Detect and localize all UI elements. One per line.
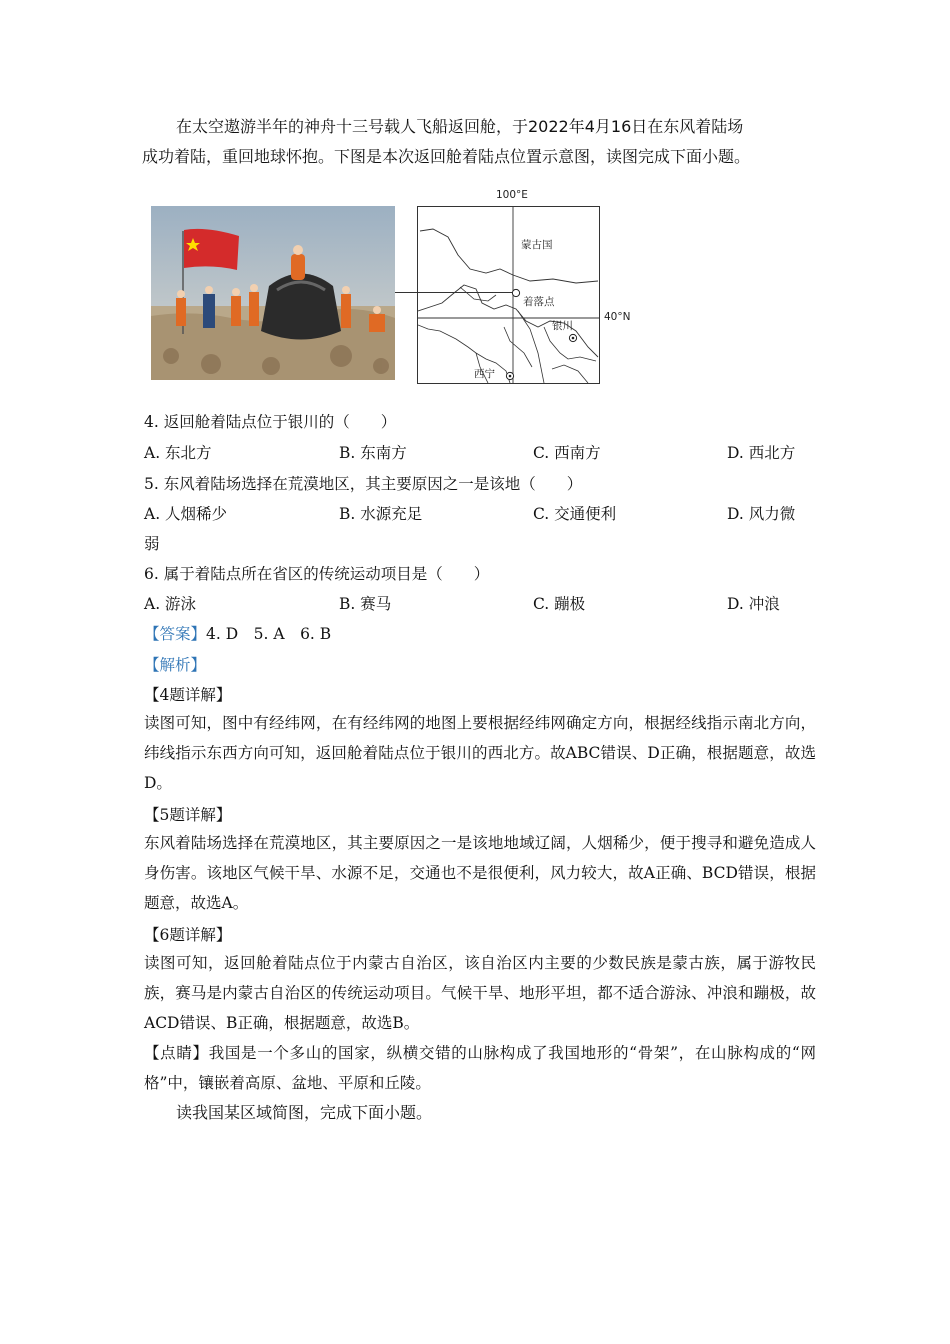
explanation-5-text: 东风着陆场选择在荒漠地区，其主要原因之一是该地地域辽阔，人烟稀少，便于搜寻和避免造成人身伤害。该地区气候干旱、水源不足，交通也不是很便利，风力较大，故A正确、BCD错误，根据题意，故选A。: [144, 834, 816, 912]
q4-option-c: C. 西南方: [533, 444, 601, 462]
q4-option-a: A. 东北方: [144, 444, 212, 462]
question-4-stem: 4. 返回舱着陆点位于银川的（ ）: [144, 413, 397, 431]
xining-label: 西宁: [474, 368, 495, 380]
yinchuan-label: 银川: [552, 320, 573, 332]
landing-location-map: [417, 206, 600, 384]
question-5-stem: 5. 东风着陆场选择在荒漠地区，其主要原因之一是该地（ ）: [144, 475, 583, 493]
question-6-options: [144, 592, 816, 614]
q6-option-c: C. 蹦极: [533, 595, 586, 613]
explanation-4-text: 读图可知，图中有经纬网，在有经纬网的地图上要根据经纬网确定方向，根据经线指示南北方向，纬线指示东西方向可知，返回舱着陆点位于银川的西北方。故ABC错误、D正确，根据题意，故选D。: [144, 714, 816, 792]
q6-option-b: B. 赛马: [339, 595, 392, 613]
explanation-5-heading: 【5题详解】: [144, 806, 232, 824]
q6-option-a: A. 游泳: [144, 595, 197, 613]
explanation-4-heading: 【4题详解】: [144, 686, 232, 704]
tip-label: 【点睛】: [144, 1044, 209, 1062]
intro-line-2: 成功着陆，重回地球怀抱。下图是本次返回舱着陆点位置示意图，读图完成下面小题。: [142, 147, 751, 166]
mongolia-label: 蒙古国: [521, 239, 553, 251]
analysis-label: 【解析】: [144, 656, 207, 674]
answer-line: [144, 622, 331, 644]
q5-option-a: A. 人烟稀少: [144, 505, 228, 523]
q4-option-d: D. 西北方: [727, 444, 796, 462]
question-4-options: [144, 441, 816, 463]
answer-text: 4. D 5. A 6. B: [206, 625, 332, 643]
latitude-label: 40°N: [604, 311, 631, 323]
tip-text: 我国是一个多山的国家，纵横交错的山脉构成了我国地形的“骨架”，在山脉构成的“网格”中，镶嵌着高原、盆地、平原和丘陵。: [144, 1044, 816, 1092]
explanation-6-text: 读图可知，返回舱着陆点位于内蒙古自治区，该自治区内主要的少数民族是蒙古族，属于游牧民族，赛马是内蒙古自治区的传统运动项目。气候干旱、地形平坦，都不适合游泳、冲浪和蹦极，故ACD错误、B正确，根据题意，故选B。: [144, 954, 816, 1032]
answer-label: 【答案】: [144, 625, 207, 643]
q5-option-c: C. 交通便利: [533, 505, 617, 523]
landing-point-label: 着落点: [523, 296, 555, 308]
q4-option-b: B. 东南方: [339, 444, 407, 462]
intro-paragraph: [142, 112, 822, 172]
intro-line-1: 在太空遨游半年的神舟十三号载人飞船返回舱，于2022年4月16日在东风着陆场: [176, 117, 744, 136]
tip-paragraph: [144, 1038, 816, 1098]
next-section-intro: 读我国某区域简图，完成下面小题。: [176, 1103, 433, 1122]
q5-option-d: D. 风力微: [727, 505, 796, 523]
q5-option-b: B. 水源充足: [339, 505, 423, 523]
question-6-stem: 6. 属于着陆点所在省区的传统运动项目是（ ）: [144, 565, 490, 583]
q6-option-d: D. 冲浪: [727, 595, 780, 613]
explanation-6-heading: 【6题详解】: [144, 926, 232, 944]
longitude-label: 100°E: [496, 189, 528, 201]
q5-option-d-wrap: 弱: [144, 535, 160, 553]
question-5-options: [144, 502, 816, 524]
capsule-landing-photo: [151, 206, 395, 380]
